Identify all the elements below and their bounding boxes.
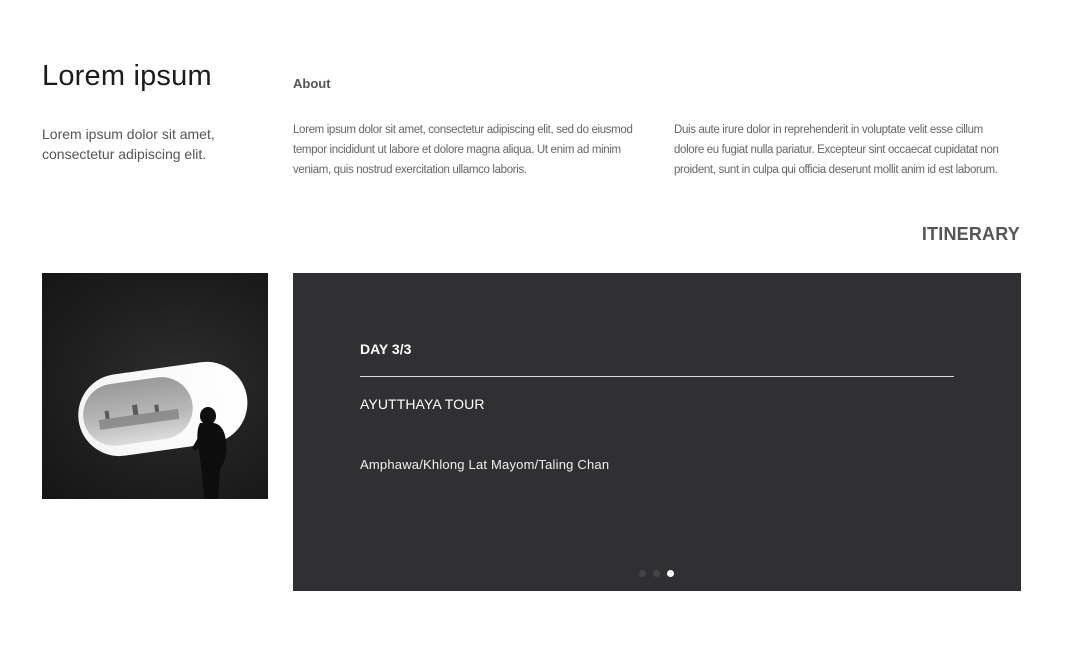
page-title: Lorem ipsum bbox=[42, 60, 212, 92]
about-heading: About bbox=[293, 76, 331, 91]
itinerary-heading: ITINERARY bbox=[921, 224, 1020, 244]
day-label: DAY 3/3 bbox=[360, 341, 412, 357]
divider bbox=[360, 376, 954, 377]
intro-text: Lorem ipsum dolor sit amet, consectetur adipiscing elit. bbox=[42, 126, 215, 162]
itinerary-photo bbox=[42, 273, 268, 499]
route-text: Amphawa/Khlong Lat Mayom/Taling Chan bbox=[360, 457, 610, 472]
about-paragraph-1: Lorem ipsum dolor sit amet, consectetur adipiscing elit, sed do eiusmod tempor incididunt ut labore et dolore magna aliqua. Ut enim ad minim veniam, quis nostrud exercitation ullamco laboris. bbox=[293, 124, 633, 176]
itinerary-slider[interactable] bbox=[293, 273, 1021, 591]
slider-pagination bbox=[639, 570, 674, 577]
slider-dot-2[interactable] bbox=[653, 570, 660, 577]
slider-dot-3[interactable] bbox=[667, 570, 674, 577]
slider-dot-1[interactable] bbox=[639, 570, 646, 577]
silhouette-window-photo-icon bbox=[42, 273, 268, 499]
about-paragraph-2: Duis aute irure dolor in reprehenderit in voluptate velit esse cillum dolore eu fugiat nulla pariatur. Excepteur sint occaecat cupidatat non proident, sunt in culpa qui officia deserunt mollit anim id est laborum. bbox=[674, 124, 999, 176]
tour-title: AYUTTHAYA TOUR bbox=[360, 396, 485, 412]
